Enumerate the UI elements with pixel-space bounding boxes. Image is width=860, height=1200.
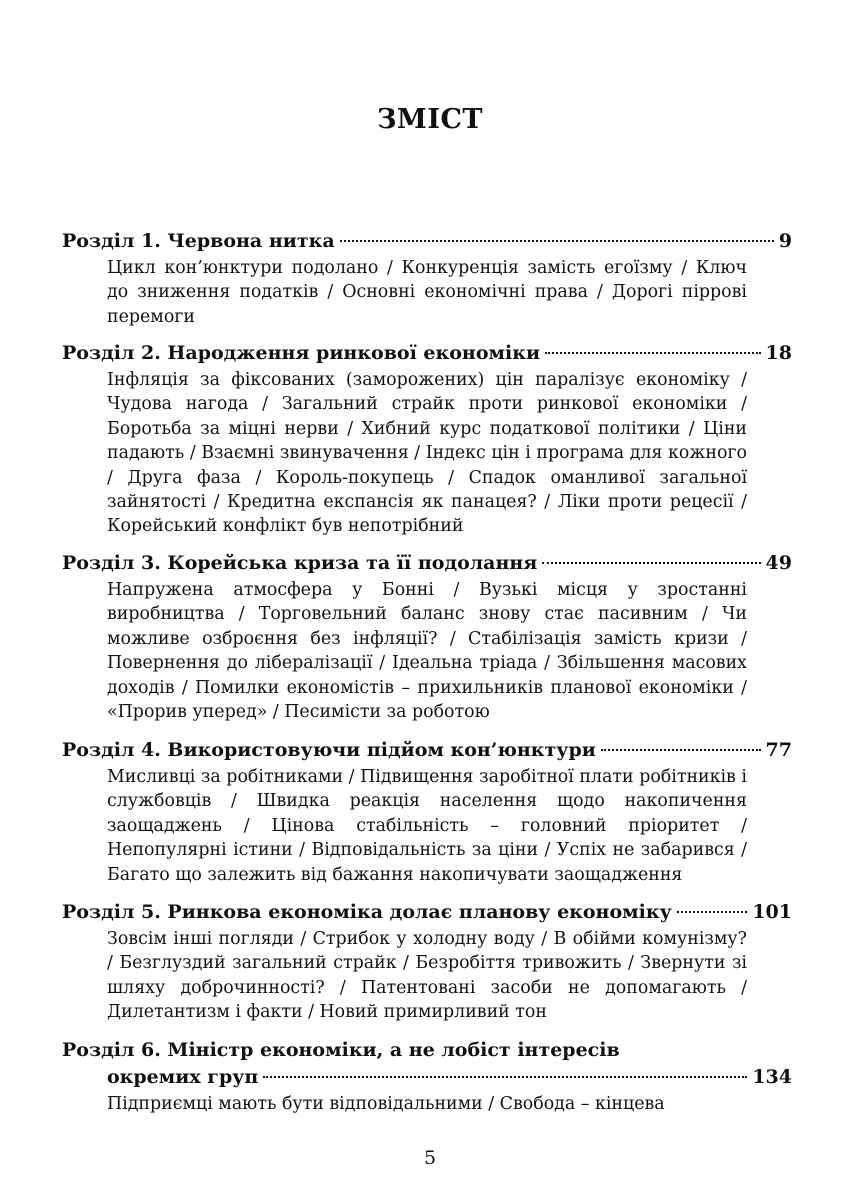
chapter-heading[interactable]	[62, 340, 792, 367]
toc-chapter-1	[62, 228, 792, 329]
chapter-heading[interactable]	[62, 1064, 792, 1091]
chapter-heading[interactable]	[62, 550, 792, 577]
toc-chapter-2	[62, 340, 792, 539]
chapter-page-number: 49	[765, 552, 792, 574]
page-title: ЗМІСТ	[376, 104, 484, 135]
chapter-page-number: 18	[765, 342, 792, 364]
dot-leader	[542, 562, 760, 564]
chapter-heading[interactable]	[62, 737, 792, 764]
chapter-page-number: 9	[778, 230, 792, 252]
dot-leader	[601, 749, 761, 751]
toc-chapter-6	[62, 1037, 792, 1116]
toc-chapter-5	[62, 899, 792, 1025]
chapter-title: Розділ 3. Корейська криза та її подолання	[62, 552, 538, 574]
chapter-subtopics: Цикл кон’юнктури подолано / Конкуренція замість егоїзму / Ключ до зниження податків / Основні економічні права / Дорогі піррові перемоги	[107, 258, 747, 327]
chapter-title-line1[interactable]: Розділ 6. Міністр економіки, а не лобіст інтересів	[62, 1039, 620, 1061]
dot-leader	[677, 911, 748, 913]
chapter-heading[interactable]	[62, 899, 792, 926]
toc-chapter-4	[62, 737, 792, 887]
chapter-subtopics: Напружена атмосфера у Бонні / Вузькі місця у зростанні виробництва / Торговельний баланс знову стає пасивним / Чи можливе озброєння без інфляції? / Стабілізація замість кризи / Повернення до лібералізації / Ідеальна тріада / Збільшення масових доходів / Помилки економістів – прихильників планової економіки / «Прорив уперед» / Песимісти за роботою	[107, 580, 747, 723]
dot-leader	[263, 1076, 747, 1078]
chapter-page-number: 77	[765, 739, 792, 761]
chapter-subtopics: Мисливці за робітниками / Підвищення заробітної плати робітників і службовців / Швидка реакція населення щодо накопичення заощаджень / Цінова стабільність – головний пріоритет / Непопулярні істини / Відповідальність за ціни / Успіх не забарився / Багато що залежить від бажання накопичувати заощадження	[107, 767, 747, 885]
chapter-subtopics: Підприємці мають бути відповідальними / Свобода – кінцева	[107, 1094, 665, 1114]
dot-leader	[340, 240, 774, 242]
chapter-title: Розділ 4. Використовуючи підйом кон’юнктури	[62, 739, 596, 761]
page-number: 5	[423, 1147, 437, 1169]
chapter-subtopics: Інфляція за фіксованих (заморожених) цін паралізує економіку / Чудова нагода / Загальний страйк проти ринкової економіки / Боротьба за міцні нерви / Хибний курс податкової політики / Ціни падають / Взаємні звинувачення / Індекс цін і програма для кожного / Друга фаза / Король-покупець / Спадок оманливої загальної зайнятості / Кредитна експансія як панацея? / Ліки проти рецесії / Корейський конфлікт був непотрібний	[107, 370, 747, 537]
chapter-page-number: 101	[752, 901, 792, 923]
chapter-heading[interactable]	[62, 228, 792, 255]
toc-chapter-3	[62, 550, 792, 724]
chapter-subtopics: Зовсім інші погляди / Стрибок у холодну воду / В обійми комунізму? / Безглуздий загальний страйк / Безробіття тривожить / Звернути зі шляху доброчинності? / Патентовані засоби не допомагають / Дилетантизм і факти / Новий примирливий тон	[107, 929, 747, 1023]
dot-leader	[545, 352, 761, 354]
chapter-title-line2: окремих груп	[107, 1066, 259, 1088]
chapter-title: Розділ 1. Червона нитка	[62, 230, 335, 252]
chapter-title: Розділ 5. Ринкова економіка долає планову економіку	[62, 901, 672, 923]
chapter-title: Розділ 2. Народження ринкової економіки	[62, 342, 541, 364]
chapter-page-number: 134	[752, 1066, 792, 1088]
